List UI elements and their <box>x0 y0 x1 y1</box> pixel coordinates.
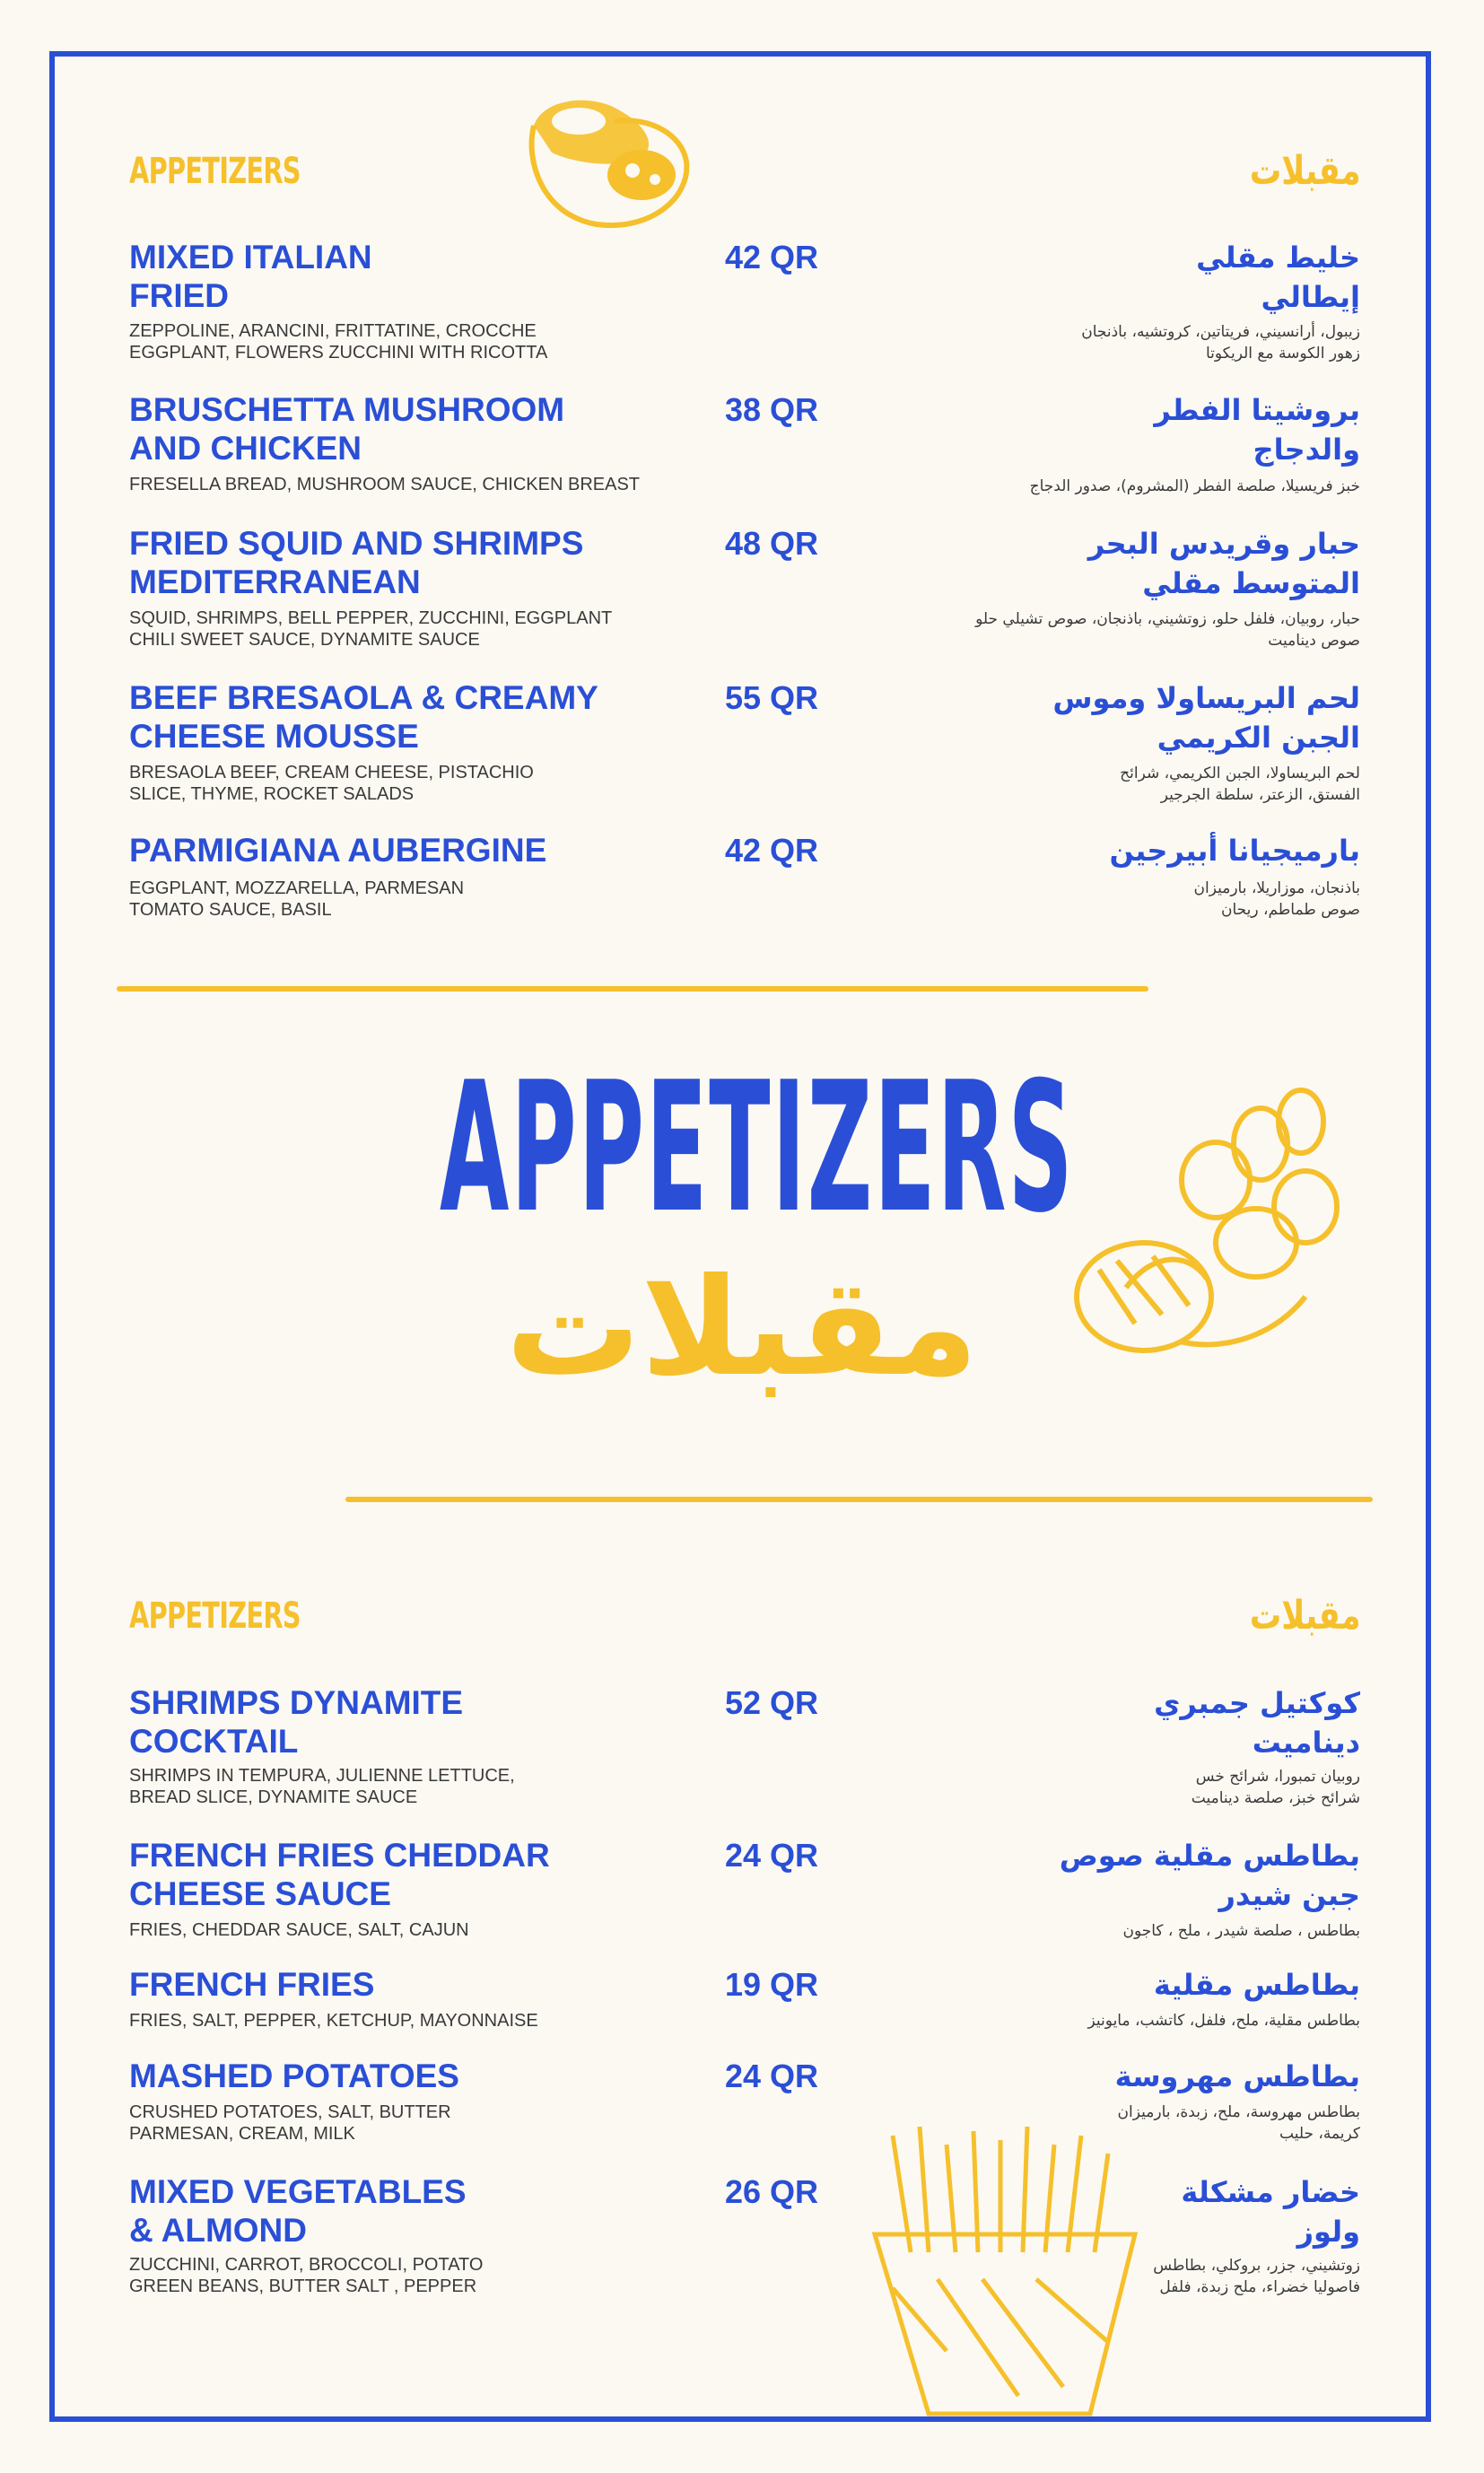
item-price: 55 QR <box>725 679 819 716</box>
banner-title-en: APPETIZERS <box>440 1044 1075 1253</box>
item-description: ZEPPOLINE, ARANCINI, FRITTATINE, CROCCHE EGGPLANT, FLOWERS ZUCCHINI WITH RICOTTA <box>129 321 548 363</box>
section-title-en: APPETIZERS <box>129 151 301 192</box>
shrimp-icon <box>1072 1072 1359 1377</box>
item-name: BEEF BRESAOLA & CREAMY CHEESE MOUSSE <box>129 679 598 755</box>
section-title-en: APPETIZERS <box>129 1595 301 1637</box>
item-name-ar: لحم البريساولا وموس الجبن الكريمي <box>1052 681 1360 755</box>
item-price: 38 QR <box>725 391 819 428</box>
item-name: FRIED SQUID AND SHRIMPS MEDITERRANEAN <box>129 525 584 600</box>
item-description: FRIES, SALT, PEPPER, KETCHUP, MAYONNAISE <box>129 2011 538 2031</box>
item-description: ZUCCHINI, CARROT, BROCCOLI, POTATO GREEN BEANS, BUTTER SALT , PEPPER <box>129 2255 484 2296</box>
item-description: FRIES, CHEDDAR SAUCE, SALT, CAJUN <box>129 1920 469 1940</box>
item-description-ar: بطاطس مهروسة، ملح، زبدة، بارميزان كريمة، حليب <box>1117 2103 1360 2143</box>
item-price: 42 QR <box>725 239 819 275</box>
item-description: CRUSHED POTATOES, SALT, BUTTER PARMESAN, CREAM, MILK <box>129 2102 451 2144</box>
divider-line <box>345 1497 1373 1502</box>
item-name: MIXED ITALIAN FRIED <box>129 239 372 314</box>
item-price: 24 QR <box>725 1837 819 1874</box>
item-price: 24 QR <box>725 2058 819 2094</box>
item-description-ar: باذنجان، موزاريلا، بارميزان صوص طماطم، ريحان <box>1193 879 1360 919</box>
item-description-ar: خبز فريسيلا، صلصة الفطر (المشروم)، صدور الدجاج <box>1029 477 1360 495</box>
item-description-ar: حبار، روبيان، فلفل حلو، زوتشيني، باذنجان، صوص تشيلي حلو صوص ديناميت <box>975 610 1360 650</box>
item-price: 52 QR <box>725 1684 819 1721</box>
item-name-ar: كوكتيل جمبري ديناميت <box>1154 1686 1360 1760</box>
item-name: SHRIMPS DYNAMITE COCKTAIL <box>129 1684 464 1760</box>
item-name-ar: حبار وقريدس البحر المتوسط مقلي <box>1087 527 1360 600</box>
item-description-ar: لحم البريساولا، الجبن الكريمي، شرائح الفستق، الزعتر، سلطة الجرجير <box>1120 765 1360 804</box>
item-name-ar: خليط مقلي إيطالي <box>1196 240 1360 314</box>
item-description-ar: زيبول، أرانسيني، فريتاتين، كروتشيه، باذنجان زهور الكوسة مع الريكوتا <box>1081 323 1360 363</box>
item-description: EGGPLANT, MOZZARELLA, PARMESAN TOMATO SAUCE, BASIL <box>129 878 465 920</box>
item-price: 26 QR <box>725 2173 819 2210</box>
item-name-ar: خضار مشكلة ولوز <box>1181 2175 1360 2249</box>
item-description-ar: روبيان تمبورا، شرائح خس شرائح خبز، صلصة ديناميت <box>1191 1768 1360 1807</box>
item-price: 48 QR <box>725 525 819 562</box>
section-title-ar: مقبلات <box>1249 148 1360 194</box>
item-price: 19 QR <box>725 1966 819 2003</box>
item-name: MASHED POTATOES <box>129 2058 459 2094</box>
item-name: PARMIGIANA AUBERGINE <box>129 832 547 869</box>
item-name-ar: بروشيتا الفطر والدجاج <box>1154 393 1360 467</box>
item-description-ar: بطاطس مقلية، ملح، فلفل، كاتشب، مايونيز <box>1087 2012 1360 2030</box>
item-name-ar: بطاطس مقلية صوص جبن شيدر <box>1059 1839 1360 1912</box>
item-name: MIXED VEGETABLES & ALMOND <box>129 2173 467 2249</box>
item-name-ar: بارميجيانا أبيرجين <box>1109 834 1360 868</box>
item-description: SHRIMPS IN TEMPURA, JULIENNE LETTUCE, BREAD SLICE, DYNAMITE SAUCE <box>129 1766 515 1807</box>
item-description: SQUID, SHRIMPS, BELL PEPPER, ZUCCHINI, EGGPLANT CHILI SWEET SAUCE, DYNAMITE SAUCE <box>129 608 613 650</box>
item-name: FRENCH FRIES <box>129 1966 375 2003</box>
divider-line <box>117 986 1148 992</box>
item-name: BRUSCHETTA MUSHROOM AND CHICKEN <box>129 391 565 467</box>
item-name: FRENCH FRIES CHEDDAR CHEESE SAUCE <box>129 1837 550 1912</box>
item-name-ar: بطاطس مهروسة <box>1114 2059 1360 2093</box>
item-description: BRESAOLA BEEF, CREAM CHEESE, PISTACHIO SLICE, THYME, ROCKET SALADS <box>129 763 534 804</box>
item-name-ar: بطاطس مقلية <box>1153 1968 1360 2002</box>
banner-title-ar: مقبلات <box>505 1250 979 1406</box>
item-description-ar: بطاطس ، صلصة شيدر ، ملح ، كاجون <box>1122 1922 1360 1940</box>
eggplant-parmigiana-icon <box>516 90 695 233</box>
item-description-ar: زوتشيني، جزر، بروكلي، بطاطس فاصوليا خضراء، ملح زبدة، فلفل <box>1153 2257 1360 2296</box>
item-price: 42 QR <box>725 832 819 869</box>
item-description: FRESELLA BREAD, MUSHROOM SAUCE, CHICKEN BREAST <box>129 475 641 494</box>
section-title-ar: مقبلات <box>1249 1593 1360 1638</box>
